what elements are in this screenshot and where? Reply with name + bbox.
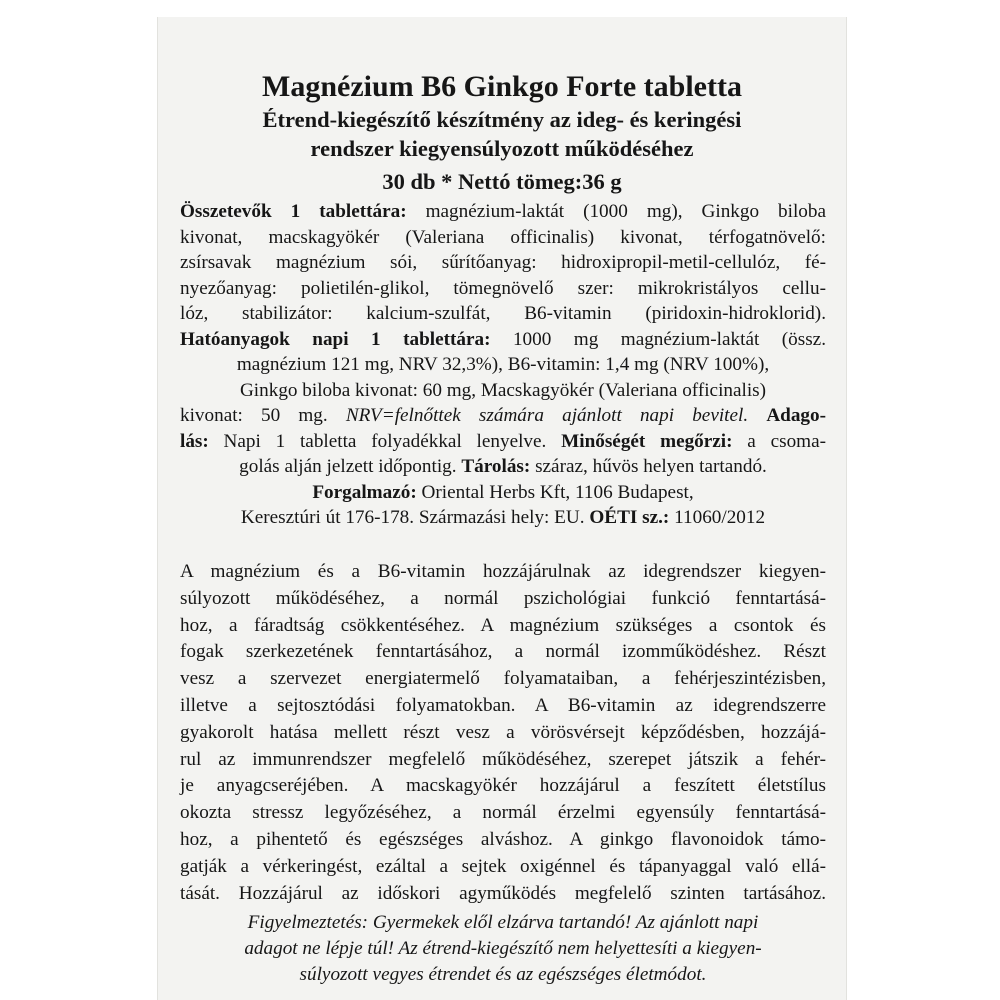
product-subtitle	[158, 105, 846, 163]
description-line: tását. Hozzájárul az időskori agyműködés megfelelő szinten tartásához.	[180, 882, 826, 904]
storage-label: Tárolás:	[461, 456, 531, 477]
description-block	[180, 559, 826, 907]
dosage-line: lás: Napi 1 tabletta folyadékkal lenyelve. Minőségét megőrzi: a csoma-	[180, 430, 826, 452]
storage-line: golás alján jelzett időpontig. Tárolás: száraz, hűvös helyen tartandó.	[239, 456, 767, 477]
active-line: magnézium 121 mg, NRV 32,3%), B6-vitamin: 1,4 mg (NRV 100%),	[236, 354, 770, 375]
description-line: vesz a szervezet energiatermelő folyamataiban, a fehérjeszintézisben,	[180, 668, 826, 690]
description-line: hoz, a pihentető és egészséges alváshoz. A ginkgo flavonoidok támo-	[180, 828, 826, 850]
description-line: rul az immunrendszer megfelelő működéséhez, szerepet játszik a fehér-	[180, 748, 826, 770]
product-label	[157, 17, 847, 1000]
active-line: Hatóanyagok napi 1 tablettára: 1000 mg magnézium-laktát (össz.	[180, 328, 826, 350]
ingredients-line: kivonat, macskagyökér (Valeriana officinalis) kivonat, térfogatnövelő:	[180, 226, 826, 248]
ingredients-line: zsírsavak magnézium sói, sűrítőanyag: hidroxipropil-metil-cellulóz, fé-	[180, 252, 826, 273]
warning-line: adagot ne lépje túl! Az étrend-kiegészítő nem helyettesíti a kiegyen-	[244, 938, 762, 959]
warning-line: Figyelmeztetés: Gyermekek elől elzárva tartandó! Az ajánlott napi	[247, 912, 759, 933]
ingredients-line: lóz, stabilizátor: kalcium-szulfát, B6-vitamin (piridoxin-hidroklorid).	[180, 303, 826, 324]
description-line: okozta stressz legyőzéséhez, a normál érzelmi egyensúly fenntartásá-	[180, 802, 826, 824]
product-title: Magnézium B6 Ginkgo Forte tabletta	[262, 70, 742, 103]
distributor-label: Forgalmazó:	[312, 481, 417, 503]
description-line: gyakorolt hatása mellett részt vesz a vörösvérsejt képződésben, hozzájá-	[180, 721, 826, 743]
warning-block	[180, 910, 826, 988]
description-line: súlyozott működéséhez, a normál pszichológiai funkció fenntartásá-	[180, 587, 826, 609]
warning-line: súlyozott vegyes étrendet és az egészséges életmódot.	[299, 964, 707, 985]
active-line: Ginkgo biloba kivonat: 60 mg, Macskagyökér (Valeriana officinalis)	[239, 379, 767, 401]
description-line: fogak szerkezetének fenntartásához, a normál izomműködéshez. Részt	[180, 641, 826, 663]
quantity-net-weight: 30 db * Nettó tömeg:36 g	[382, 169, 622, 194]
bestbefore-label: Minőségét megőrzi:	[561, 430, 733, 452]
subtitle-line: rendszer kiegyensúlyozott működéséhez	[310, 136, 694, 161]
oeti-label: OÉTI sz.:	[589, 507, 670, 528]
description-line: A magnézium és a B6-vitamin hozzájárulnak az idegrendszer kiegyen-	[180, 561, 826, 582]
ingredients-block	[180, 199, 826, 531]
description-line: illetve a sejtosztódási folyamatokban. A B6-vitamin az idegrendszerre	[180, 694, 826, 716]
nrv-note: NRV=felnőttek számára ajánlott napi bevitel.	[345, 405, 749, 426]
active-label: Hatóanyagok napi 1 tablettára:	[180, 328, 491, 350]
subtitle-line: Étrend-kiegészítő készítmény az ideg- és keringési	[262, 107, 742, 132]
distributor-line: Forgalmazó: Oriental Herbs Kft, 1106 Budapest,	[312, 481, 694, 503]
distributor-line: Keresztúri út 176-178. Származási hely: EU. OÉTI sz.: 11060/2012	[240, 507, 766, 528]
description-line: je anyagcseréjében. A macskagyökér hozzájárul a feszített életstílus	[180, 775, 826, 797]
ingredients-label: Összetevők 1 tablettára:	[180, 201, 407, 222]
oeti-number: 11060/2012	[669, 507, 766, 528]
description-line: hoz, a fáradtság csökkentéséhez. A magnézium szükséges a csontok és	[180, 614, 826, 636]
ingredients-line: nyezőanyag: polietilén-glikol, tömegnövelő szer: mikrokristályos cellu-	[180, 277, 826, 299]
ingredients-line: Összetevők 1 tablettára: magnézium-laktát (1000 mg), Ginkgo biloba	[180, 201, 827, 222]
active-line: kivonat: 50 mg. NRV=felnőttek számára ajánlott napi bevitel. Adago-	[180, 405, 827, 426]
dosage-label: Adago-	[766, 405, 827, 426]
description-line: gatják a vérkeringést, ezáltal a sejtek oxigénnel és tápanyaggal való ellá-	[180, 855, 826, 877]
